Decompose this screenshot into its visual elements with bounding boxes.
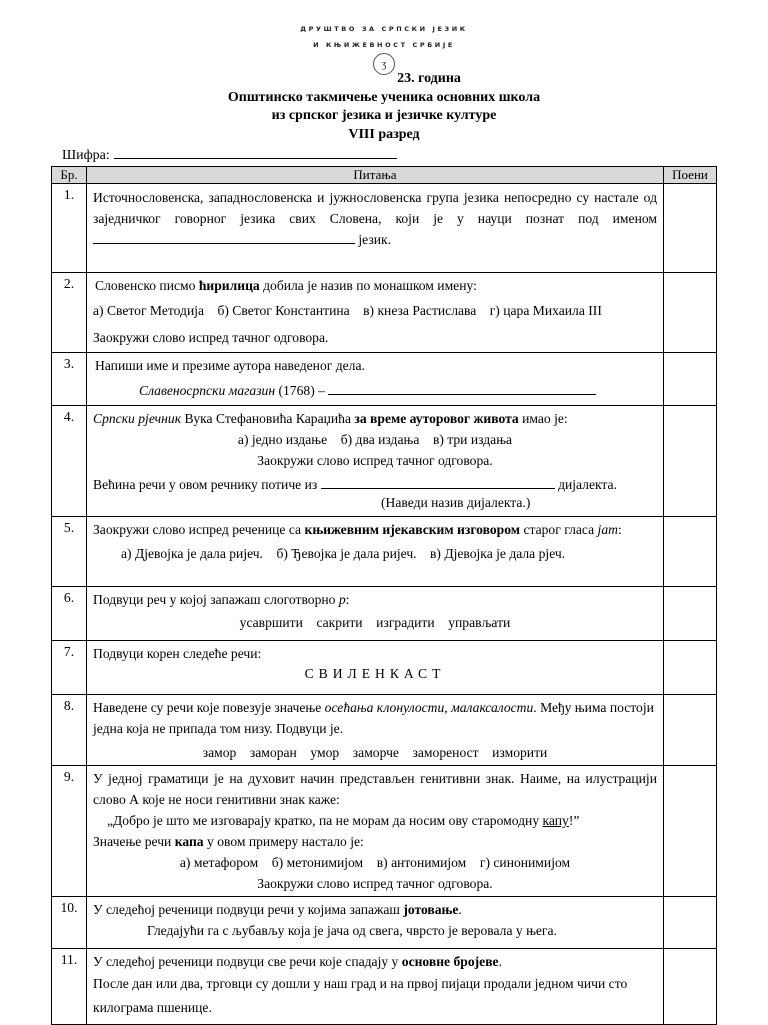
header-points: Поени xyxy=(664,167,717,184)
q11-pre: У следећој реченици подвуци све речи које спадају у xyxy=(93,954,399,969)
q2-option-d[interactable]: г) цара Михаила III xyxy=(489,303,602,318)
q2-option-a[interactable]: а) Светог Методија xyxy=(93,303,205,318)
q2-post: добила је назив по монашком имену: xyxy=(263,278,477,293)
q9-meaning-bold: капа xyxy=(174,834,204,849)
q9-meaning-post: у овом примеру настало је: xyxy=(207,834,364,849)
question-text xyxy=(87,949,664,1025)
q2-option-b[interactable]: б) Светог Константина xyxy=(217,303,350,318)
q9-meaning-pre: Значење речи xyxy=(93,834,172,849)
questions-table xyxy=(51,166,717,1025)
q6-colon: : xyxy=(345,592,350,607)
question-text xyxy=(87,695,664,766)
q1-answer-blank[interactable] xyxy=(93,229,355,244)
q9-text: У једној граматици је на духовит начин представљен генитивни знак. Наиме, на илустрацији слово А које не носи генитивни знак каже: xyxy=(93,771,657,807)
points-cell[interactable] xyxy=(664,184,717,273)
q5-options xyxy=(93,543,657,564)
q5-option-a[interactable]: а) Дјевојка је дала ријеч. xyxy=(121,546,264,561)
question-number: 10. xyxy=(52,897,87,949)
org-name-line1: ДРУШТВО ЗА СРПСКИ ЈЕЗИК xyxy=(300,25,468,33)
q9-quote-word: капу xyxy=(542,813,569,828)
q7-word[interactable]: СВИЛЕНКАСТ xyxy=(304,666,446,681)
header-questions: Питања xyxy=(87,167,664,184)
q9-instruction: Заокружи слово испред тачног одговора. xyxy=(257,876,493,891)
points-cell[interactable] xyxy=(664,353,717,406)
q4-bold: за време ауторовог живота xyxy=(354,411,519,426)
q10-sentence[interactable]: Гледајући га с љубављу која је јача од свега, чврсто је веровала у њега. xyxy=(147,923,557,938)
q2-instruction: Заокружи слово испред тачног одговора. xyxy=(93,330,329,345)
q3-text: Напиши име и презиме аутора наведеног дела. xyxy=(95,358,365,373)
question-number: 9. xyxy=(52,766,87,897)
question-row-9 xyxy=(52,766,717,897)
points-cell[interactable] xyxy=(664,273,717,353)
points-cell[interactable] xyxy=(664,949,717,1025)
q4-mid: Вука Стефановића Караџића xyxy=(184,411,351,426)
question-text xyxy=(87,587,664,641)
q5-bold: књижевним ијекавским изговором xyxy=(304,522,521,537)
q3-work-title: Славеносрпски магазин xyxy=(139,383,276,398)
q10-pre: У следећој реченици подвуци речи у којима запажаш xyxy=(93,902,400,917)
question-row-10 xyxy=(52,897,717,949)
points-cell[interactable] xyxy=(664,766,717,897)
q8-words[interactable]: замор заморан умор заморче замореност изморити xyxy=(202,745,548,760)
points-cell[interactable] xyxy=(664,517,717,587)
org-name-line2: И КЊИЖЕВНОСТ СРБИЈЕ xyxy=(313,41,455,49)
q11-bold: основне бројеве xyxy=(401,954,499,969)
q5-colon: : xyxy=(617,522,622,537)
points-cell[interactable] xyxy=(664,897,717,949)
q3-answer-blank[interactable] xyxy=(328,380,596,395)
points-cell[interactable] xyxy=(664,695,717,766)
question-number: 11. xyxy=(52,949,87,1025)
q5-option-c[interactable]: в) Дјевојка је дала рјеч. xyxy=(429,546,566,561)
q9-options[interactable]: а) метафором б) метонимијом в) антонимијом г) синонимијом xyxy=(179,855,571,870)
question-number: 6. xyxy=(52,587,87,641)
q5-post: старог гласа xyxy=(523,522,595,537)
question-number: 8. xyxy=(52,695,87,766)
question-row-3 xyxy=(52,353,717,406)
question-text xyxy=(87,517,664,587)
q10-post: . xyxy=(458,902,462,917)
q4-options[interactable]: а) једно издање б) два издања в) три издања xyxy=(237,432,513,447)
q2-option-c[interactable]: в) кнеза Растислава xyxy=(363,303,477,318)
q6-letter: р xyxy=(338,592,346,607)
question-row-1 xyxy=(52,184,717,273)
points-cell[interactable] xyxy=(664,406,717,517)
question-text xyxy=(87,353,664,406)
q6-pre: Подвуци реч у којој запажаш слоготворно xyxy=(93,592,336,607)
code-blank[interactable] xyxy=(114,146,397,159)
document-heading xyxy=(0,70,768,144)
q2-options xyxy=(93,300,657,321)
question-row-5 xyxy=(52,517,717,587)
question-number: 7. xyxy=(52,641,87,695)
q9-quote-post: !” xyxy=(568,813,580,828)
q5-option-b[interactable]: б) Ђевојка је дала ријеч. xyxy=(276,546,417,561)
q8-pre: Наведене су речи које повезује значење xyxy=(93,700,322,715)
question-text xyxy=(87,766,664,897)
q8-italic: осећања клонулости, малаксалости xyxy=(324,700,534,715)
q5-pre: Заокружи слово испред реченице са xyxy=(93,522,302,537)
competition-title: Општинско такмичење ученика основних школа xyxy=(227,89,541,105)
points-cell[interactable] xyxy=(664,641,717,695)
code-field xyxy=(62,146,397,164)
table-header-row xyxy=(52,167,717,184)
seal-icon: ʒ xyxy=(373,53,395,75)
grade: VIII разред xyxy=(348,126,420,142)
question-row-8 xyxy=(52,695,717,766)
q8-post: . Међу њима постоји једна која не припада том низу. Подвуци је. xyxy=(93,700,654,736)
q9-quote-pre: „Добро је што ме изговарају кратко, па не морам да носим ову старомодну xyxy=(107,813,540,828)
q4-instruction: Заокружи слово испред тачног одговора. xyxy=(257,453,493,468)
q4-answer-blank[interactable] xyxy=(321,474,555,489)
question-number: 1. xyxy=(52,184,87,273)
q6-words[interactable]: усавршити сакрити изградити управљати xyxy=(239,615,511,630)
q4-q2-pre: Већина речи у овом речнику потиче из xyxy=(93,477,318,492)
question-row-2 xyxy=(52,273,717,353)
q11-post: . xyxy=(498,954,502,969)
question-number: 3. xyxy=(52,353,87,406)
q4-q2-post: дијалекта. xyxy=(558,477,617,492)
q1-text: Источнословенска, западнословенска и јужнословенска група језика непосредно су настале од заједничког говорног језика свих Словена, који је у науци познат под именом xyxy=(93,190,657,226)
question-number: 2. xyxy=(52,273,87,353)
q5-jat: јат xyxy=(597,522,618,537)
question-text xyxy=(87,273,664,353)
q1-suffix: језик. xyxy=(358,232,392,247)
q2-bold: ћирилица xyxy=(198,278,260,293)
question-row-7 xyxy=(52,641,717,695)
question-row-11 xyxy=(52,949,717,1025)
question-text xyxy=(87,406,664,517)
competition-subtitle: из српског језика и језичке културе xyxy=(271,108,497,123)
code-label: Шифра: xyxy=(62,148,110,163)
q7-text: Подвуци корен следеће речи: xyxy=(93,646,262,661)
q4-hint: (Наведи назив дијалекта.) xyxy=(381,495,531,510)
question-text xyxy=(87,641,664,695)
question-text xyxy=(87,184,664,273)
question-number: 5. xyxy=(52,517,87,587)
question-row-6 xyxy=(52,587,717,641)
question-number: 4. xyxy=(52,406,87,517)
points-cell[interactable] xyxy=(664,587,717,641)
logo xyxy=(0,24,768,75)
question-row-4 xyxy=(52,406,717,517)
q4-italic: Српски рјечник xyxy=(93,411,182,426)
q3-work-year: (1768) – xyxy=(278,383,325,398)
q4-post: имао је: xyxy=(522,411,568,426)
q10-bold: јотовање xyxy=(403,902,459,917)
header-number: Бр. xyxy=(52,167,87,184)
q11-sentence[interactable]: После дан или два, трговци су дошли у наш град и на првој пијаци продали једном чичи сто килограма пшенице. xyxy=(93,976,628,1015)
question-text xyxy=(87,897,664,949)
q2-pre: Словенско писмо xyxy=(95,278,196,293)
edition: 23. година xyxy=(397,71,461,86)
